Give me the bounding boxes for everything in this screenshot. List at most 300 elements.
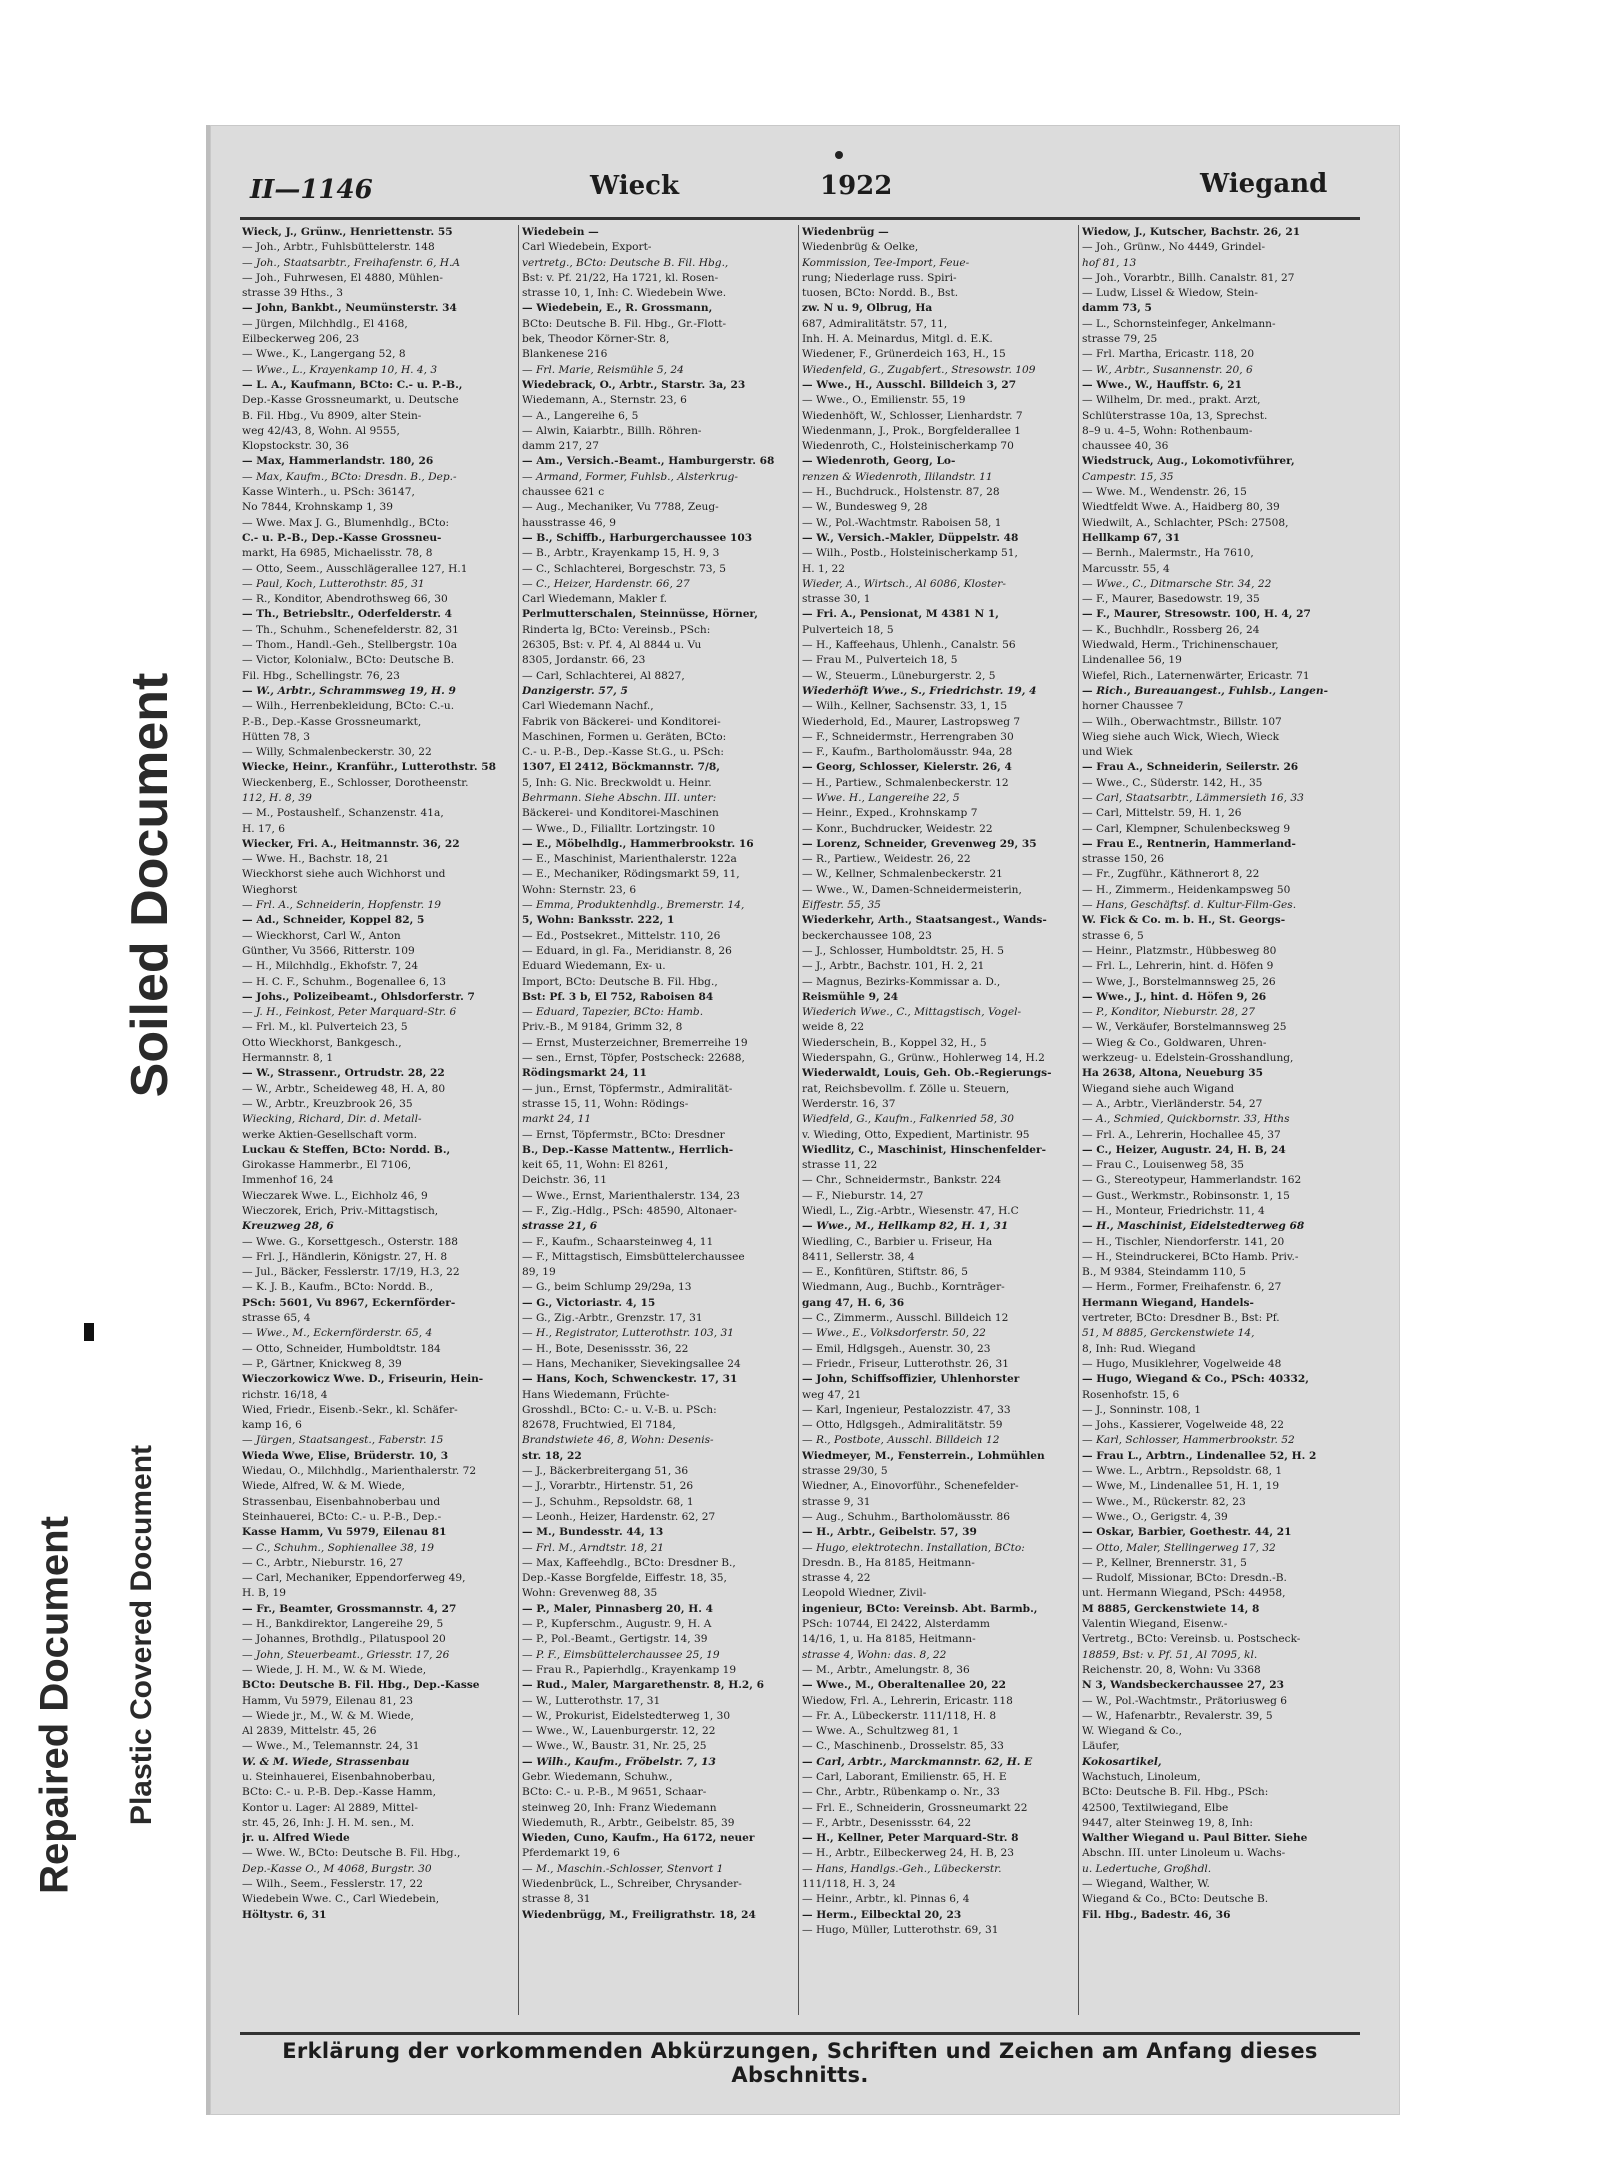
directory-entry-line: Wiedling, C., Barbier u. Friseur, Ha <box>802 1235 993 1248</box>
directory-entry-line: — Wiedebein, E., R. Grossmann, <box>522 302 713 315</box>
directory-entry-line: Strassenbau, Eisenbahnoberbau und <box>242 1495 441 1508</box>
directory-entry-line: — R., Postbote, Ausschl. Billdeich 12 <box>802 1434 1000 1447</box>
directory-entry-line: — Wwe., W., Damen-Schneidermeisterin, <box>802 883 1022 896</box>
directory-entry-line: — E., Mechaniker, Rödingsmarkt 59, 11, <box>522 868 740 881</box>
directory-entry-line: — W., Strassenr., Ortrudstr. 28, 22 <box>242 1067 445 1080</box>
directory-entry-line: — Carl, Mechaniker, Eppendorferweg 49, <box>242 1572 466 1585</box>
directory-entry-line: keit 65, 11, Wohn: El 8261, <box>522 1159 669 1172</box>
directory-entry-line: — H., Milchhdlg., Ekhofstr. 7, 24 <box>242 960 419 973</box>
directory-entry-line: PSch: 10744, El 2422, Alsterdamm <box>802 1618 990 1631</box>
directory-entry-line: 82678, Fruchtwied, El 7184, <box>522 1419 676 1432</box>
directory-entry-line: — Wwe., O., Emilienstr. 55, 19 <box>802 394 966 407</box>
directory-entry-line: 5, Inh: G. Nic. Breckwoldt u. Heinr. <box>522 776 712 789</box>
directory-entry-line: Carl Wiedebein, Export- <box>522 241 652 254</box>
directory-entry-line: — Wwe., C., Süderstr. 142, H., 35 <box>1082 776 1263 789</box>
directory-entry-line: Läufer, <box>1082 1740 1120 1753</box>
directory-entry-line: — Frau L., Arbtrn., Lindenallee 52, H. 2 <box>1082 1449 1317 1462</box>
directory-entry-line: — E., Möbelhdlg., Hammerbrookstr. 16 <box>522 837 754 850</box>
directory-entry-line: — Jul., Bäcker, Fesslerstr. 17/19, H.3, 22 <box>242 1266 460 1279</box>
directory-entry-line: chaussee 40, 36 <box>1082 440 1169 453</box>
directory-entry-line: — H., Kellner, Peter Marquard-Str. 8 <box>802 1832 1019 1845</box>
punch-dot <box>835 151 843 159</box>
directory-entry-line: Wiedenhöft, W., Schlosser, Lienhardstr. 7 <box>802 409 1023 422</box>
directory-entry-line: Hermann Wiegand, Handels- <box>1082 1296 1254 1309</box>
directory-entry-line: — Fri. A., Pensionat, M 4381 N 1, <box>802 608 999 621</box>
directory-entry-line: — W., Verkäufer, Borstelmannsweg 25 <box>1082 1021 1287 1034</box>
directory-entry-line: BCto: Deutsche B. Fil. Hbg., PSch: <box>1082 1786 1269 1799</box>
directory-entry-line: — Fr., Zugführ., Käthnerort 8, 22 <box>1082 868 1260 881</box>
directory-entry-line: Bäckerei- und Konditorei-Maschinen <box>522 807 719 820</box>
directory-entry-line: — John, Bankbt., Neumünsterstr. 34 <box>242 302 457 315</box>
plastic-covered-document-label: Plastic Covered Document <box>125 1444 158 1826</box>
directory-entry-line: — Wilh., Oberwachtmstr., Billstr. 107 <box>1082 715 1282 728</box>
directory-entry-line: — J., Bäckerbreitergang 51, 36 <box>522 1465 689 1478</box>
directory-entry-line: — Frl. Martha, Ericastr. 118, 20 <box>1082 348 1255 361</box>
directory-entry-line: Wieckhorst siehe auch Wichhorst und <box>242 868 446 881</box>
directory-entry-line: — K. J. B., Kaufm., BCto: Nordd. B., <box>242 1281 433 1294</box>
directory-entry-line: Brandstwiete 46, 8, Wohn: Desenis- <box>522 1434 714 1447</box>
directory-entry-line: Bst: Pf. 3 b, El 752, Raboisen 84 <box>522 990 714 1003</box>
directory-entry-line: Wiederkehr, Arth., Staatsangest., Wands- <box>802 914 1047 927</box>
directory-entry-line: Carl Wiedemann Nachf., <box>522 700 654 713</box>
directory-entry-line: — Frau M., Pulverteich 18, 5 <box>802 654 958 667</box>
directory-entry-line: — P., Gärtner, Knickweg 8, 39 <box>242 1357 402 1370</box>
directory-entry-line: — Wwe., C., Ditmarsche Str. 34, 22 <box>1082 577 1272 590</box>
directory-entry-line: — J., Schuhm., Repsoldstr. 68, 1 <box>522 1495 694 1508</box>
directory-entry-line: — W., Bundesweg 9, 28 <box>802 501 928 514</box>
directory-entry-line: beckerchaussee 108, 23 <box>802 929 932 942</box>
directory-entry-line: — Carl, Staatsarbtr., Lämmersieth 16, 33 <box>1082 791 1304 804</box>
directory-entry-line: — Frau E., Rentnerin, Hammerland- <box>1082 837 1296 850</box>
column-2 <box>522 225 796 2025</box>
directory-entry-line: — Frau C., Louisenweg 58, 35 <box>1082 1159 1245 1172</box>
directory-entry-line: weg 47, 21 <box>802 1388 862 1401</box>
directory-entry-line: Wieck, J., Grünw., Henriettenstr. 55 <box>242 226 453 238</box>
directory-entry-line: Reichenstr. 20, 8, Wohn: Vu 3368 <box>1082 1663 1261 1676</box>
directory-entry-line: Wieczorkowicz Wwe. D., Friseurin, Hein- <box>242 1373 484 1386</box>
directory-entry-line: Dep.-Kasse Borgfelde, Eiffestr. 18, 35, <box>522 1572 727 1585</box>
directory-entry-line: — Carl, Arbtr., Marckmannstr. 62, H. E <box>802 1755 1033 1768</box>
directory-entry-line: — C., Maschinenb., Drosselstr. 85, 33 <box>802 1740 1004 1753</box>
column-4 <box>1082 225 1356 2025</box>
directory-entry-line: — H., Arbtr., Geibelstr. 57, 39 <box>802 1526 977 1539</box>
directory-entry-line: — Wwe. A., Schultzweg 81, 1 <box>802 1725 960 1738</box>
directory-entry-line: — Eduard, Tapezier, BCto: Hamb. <box>522 1006 704 1019</box>
directory-entry-line: — Wwe., M., Rückerstr. 82, 23 <box>1082 1495 1246 1508</box>
directory-entry-line: — R., Partiew., Weidestr. 26, 22 <box>802 853 971 866</box>
directory-entry-line: — Carl, Mittelstr. 59, H. 1, 26 <box>1082 807 1242 820</box>
directory-entry-line: Perlmutterschalen, Steinnüsse, Hörner, <box>522 608 758 621</box>
directory-entry-line: P.-B., Dep.-Kasse Grossneumarkt, <box>242 715 422 728</box>
directory-entry-line: — Herm., Former, Freihafenstr. 6, 27 <box>1082 1281 1282 1294</box>
directory-entry-line: — H., Monteur, Friedrichstr. 11, 4 <box>1082 1205 1265 1217</box>
directory-entry-line: strasse 4, Wohn: das. 8, 22 <box>802 1648 947 1661</box>
directory-entry-line: — Wilh., Herrenbekleidung, BCto: C.-u. <box>242 700 455 713</box>
directory-entry-line: — Ad., Schneider, Koppel 82, 5 <box>242 914 425 927</box>
directory-entry-line: — P. F., Eimsbüttelerchaussee 25, 19 <box>522 1648 720 1661</box>
directory-entry-line: — Jürgen, Staatsangest., Faberstr. 15 <box>242 1434 444 1447</box>
directory-entry-line: — Wwe., M., Eckernförderstr. 65, 4 <box>242 1327 433 1340</box>
directory-entry-line: — Rud., Maler, Margarethenstr. 8, H.2, 6 <box>522 1679 765 1692</box>
directory-entry-line: Wiedmeyer, M., Fensterrein., Lohmühlen <box>802 1449 1045 1462</box>
directory-entry-line: Grosshdl., BCto: C.- u. V.-B. u. PSch: <box>522 1403 717 1416</box>
directory-entry-line: Behrmann. Siehe Abschn. III. unter: <box>522 791 717 804</box>
directory-entry-line: — W., Prokurist, Eidelstedterweg 1, 30 <box>522 1709 731 1722</box>
directory-entry-line: — Wiedenroth, Georg, Lo- <box>802 455 956 468</box>
directory-entry-line: — Frau R., Papierhdlg., Krayenkamp 19 <box>522 1663 737 1676</box>
directory-entry-line: — P., Konditor, Nieburstr. 28, 27 <box>1082 1006 1255 1019</box>
directory-entry-line: Wiedau, O., Milchhdlg., Marienthalerstr. 72 <box>242 1465 477 1478</box>
directory-entry-line: — B., Arbtr., Krayenkamp 15, H. 9, 3 <box>522 547 720 560</box>
directory-entry-line: — Wwe., O., Gerigstr. 4, 39 <box>1082 1510 1228 1523</box>
directory-entry-line: str. 18, 22 <box>522 1449 582 1462</box>
directory-entry-line: — Wilh., Kellner, Sachsenstr. 33, 1, 15 <box>802 700 1008 713</box>
directory-entry-line: 42500, Textilwiegand, Elbe <box>1082 1801 1229 1814</box>
directory-entry-line: — P., Maler, Pinnasberg 20, H. 4 <box>522 1602 714 1615</box>
directory-entry-line: Maschinen, Formen u. Geräten, BCto: <box>522 730 727 743</box>
directory-entry-line: Pferdemarkt 19, 6 <box>522 1847 620 1860</box>
directory-entry-line: — M., Bundesstr. 44, 13 <box>522 1526 664 1539</box>
directory-entry-line: — Frl. A., Lehrerin, Hochallee 45, 37 <box>1082 1128 1281 1141</box>
directory-entry-line: — G., Stereotypeur, Hammerlandstr. 162 <box>1082 1174 1302 1187</box>
header-rule <box>240 217 1360 220</box>
directory-entry-line: strasse 30, 1 <box>802 593 871 606</box>
directory-entry-line: richstr. 16/18, 4 <box>242 1388 328 1401</box>
directory-entry-line: — J., Vorarbtr., Hirtenstr. 51, 26 <box>522 1480 694 1493</box>
directory-entry-line: Otto Wieckhorst, Bankgesch., <box>242 1036 402 1049</box>
directory-entry-line: Wiedwald, Herm., Trichinenschauer, <box>1082 639 1279 652</box>
directory-entry-line: — L., Schornsteinfeger, Ankelmann- <box>1082 317 1276 330</box>
directory-entry-line: strasse 21, 6 <box>522 1220 598 1233</box>
directory-entry-line: — Wwe, J., Borstelmannsweg 25, 26 <box>1082 975 1276 988</box>
directory-entry-line: Rinderta lg, BCto: Vereinsb., PSch: <box>522 623 711 636</box>
directory-entry-line: Wiedwilt, A., Schlachter, PSch: 27508, <box>1082 516 1289 529</box>
directory-entry-line: — Wwe., M., Hellkamp 82, H. 1, 31 <box>802 1220 1009 1233</box>
directory-entry-line: Hütten 78, 3 <box>242 730 310 743</box>
directory-entry-line: Wiedenroth, C., Holsteinischerkamp 70 <box>802 440 1014 453</box>
directory-entry-line: — Wwe. W., BCto: Deutsche B. Fil. Hbg., <box>242 1847 461 1860</box>
directory-entry-line: — J. H., Feinkost, Peter Marquard-Str. 6 <box>242 1006 457 1019</box>
directory-entry-line: strasse 4, 22 <box>802 1572 871 1585</box>
directory-entry-line: Wieden, Cuno, Kaufm., Ha 6172, neuer <box>522 1832 755 1845</box>
directory-entry-line: — Rudolf, Missionar, BCto: Dresdn.-B. <box>1082 1572 1287 1585</box>
directory-entry-line: Hellkamp 67, 31 <box>1082 531 1181 544</box>
directory-entry-line: Pulverteich 18, 5 <box>802 623 894 636</box>
directory-entry-line: ingenieur, BCto: Vereinsb. Abt. Barmb., <box>802 1602 1038 1615</box>
directory-entry-line: — Wwe., H., Ausschl. Billdeich 3, 27 <box>802 378 1017 391</box>
directory-entry-line: Vertretg., BCto: Vereinsb. u. Postscheck- <box>1082 1633 1301 1646</box>
directory-entry-line: H. B, 19 <box>242 1587 286 1600</box>
directory-entry-line: 1307, El 2412, Böckmannstr. 7/8, <box>522 761 720 774</box>
directory-entry-line: — H., Steindruckerei, BCto Hamb. Priv.- <box>1082 1250 1299 1263</box>
directory-entry-line: — Oskar, Barbier, Goethestr. 44, 21 <box>1082 1526 1292 1539</box>
directory-entry-line: Wiedenbrüg & Oelke, <box>802 241 919 254</box>
directory-entry-line: unt. Hermann Wiegand, PSch: 44958, <box>1082 1587 1286 1600</box>
directory-entry-line: — F., Kaufm., Schaarsteinweg 4, 11 <box>522 1235 714 1248</box>
directory-entry-line: Danzigerstr. 57, 5 <box>522 684 628 697</box>
directory-entry-line: strasse 65, 4 <box>242 1312 311 1325</box>
directory-entry-line: Gebr. Wiedemann, Schuhw., <box>522 1770 673 1783</box>
directory-entry-line: strasse 15, 11, Wohn: Rödings- <box>522 1097 689 1110</box>
directory-entry-line: — H., Registrator, Lutterothstr. 103, 31 <box>522 1327 734 1340</box>
directory-entry-line: PSch: 5601, Vu 8967, Eckernförder- <box>242 1296 456 1309</box>
directory-entry-line: Wiederhöft Wwe., S., Friedrichstr. 19, 4 <box>802 684 1037 697</box>
directory-entry-line: Wiedtfeldt Wwe. A., Haidberg 80, 39 <box>1082 501 1280 514</box>
directory-entry-line: Eilbeckerweg 206, 23 <box>242 333 360 346</box>
directory-entry-line: 687, Admiralitätstr. 57, 11, <box>802 317 948 330</box>
directory-entry-line: — Wwe. H., Langereihe 22, 5 <box>802 791 960 804</box>
directory-entry-line: M 8885, Gerckenstwiete 14, 8 <box>1082 1602 1260 1615</box>
directory-entry-line: — Hans, Koch, Schwenckestr. 17, 31 <box>522 1373 738 1386</box>
directory-entry-line: — H., Zimmerm., Heidenkampsweg 50 <box>1082 883 1291 896</box>
directory-entry-line: — E., Maschinist, Marienthalerstr. 122a <box>522 853 737 866</box>
directory-entry-line: B., M 9384, Steindamm 110, 5 <box>1082 1266 1247 1279</box>
directory-entry-line: kamp 16, 6 <box>242 1419 302 1432</box>
directory-entry-line: 89, 19 <box>522 1266 556 1279</box>
directory-entry-line: — Wwe., E., Volksdorferstr. 50, 22 <box>802 1327 986 1340</box>
directory-entry-line: — Hugo, elektrotechn. Installation, BCto: <box>802 1541 1025 1554</box>
margin-tick <box>84 1323 94 1341</box>
directory-entry-line: — C., Heizer, Hardenstr. 66, 27 <box>522 577 690 590</box>
directory-entry-line: No 7844, Krohnskamp 1, 39 <box>242 501 394 514</box>
directory-entry-line: — F., Zig.-Hdlg., PSch: 48590, Altonaer- <box>522 1205 737 1217</box>
directory-entry-line: Valentin Wiegand, Eisenw.- <box>1082 1618 1228 1631</box>
directory-entry-line: Bst: v. Pf. 21/22, Ha 1721, kl. Rosen- <box>522 271 719 284</box>
directory-entry-line: Kommission, Tee-Import, Feue- <box>802 256 970 269</box>
directory-entry-line: — Wilh., Seem., Fesslerstr. 17, 22 <box>242 1878 423 1891</box>
directory-entry-line: — Otto, Schneider, Humboldtstr. 184 <box>242 1342 441 1355</box>
directory-entry-line: Kreuzweg 28, 6 <box>242 1220 334 1233</box>
directory-entry-line: — H., Buchdruck., Holstenstr. 87, 28 <box>802 486 1000 499</box>
directory-entry-line: B. Fil. Hbg., Vu 8909, alter Stein- <box>242 409 422 422</box>
directory-entry-line: — Chr., Arbtr., Rübenkamp o. Nr., 33 <box>802 1786 1000 1799</box>
directory-entry-line: Dep.-Kasse Grossneumarkt, u. Deutsche <box>242 394 459 407</box>
directory-entry-line: bek, Theodor Körner-Str. 8, <box>522 333 670 346</box>
directory-entry-line: — A., Langereihe 6, 5 <box>522 409 639 422</box>
directory-entry-line: strasse 29/30, 5 <box>802 1465 888 1478</box>
directory-entry-line: — G., Victoriastr. 4, 15 <box>522 1296 656 1309</box>
footer-rule <box>240 2032 1360 2035</box>
directory-entry-line: Dep.-Kasse O., M 4068, Burgstr. 30 <box>242 1862 432 1875</box>
directory-entry-line: — Frl. M., kl. Pulverteich 23, 5 <box>242 1021 408 1034</box>
directory-entry-line: — W., Versich.-Makler, Düppelstr. 48 <box>802 531 1019 544</box>
directory-entry-line: Wiede, Alfred, W. & M. Wiede, <box>242 1480 405 1493</box>
directory-entry-line: 14/16, 1, u. Ha 8185, Heitmann- <box>802 1633 976 1646</box>
directory-entry-line: Wiecking, Richard, Dir. d. Metall- <box>242 1113 422 1126</box>
directory-entry-line: Rödingsmarkt 24, 11 <box>522 1067 647 1080</box>
directory-entry-line: — Eduard, in gl. Fa., Meridianstr. 8, 26 <box>522 944 732 957</box>
directory-entry-line: weide 8, 22 <box>802 1021 865 1034</box>
directory-entry-line: Kokosartikel, <box>1082 1755 1162 1768</box>
directory-entry-line: Wiedemann, A., Sternstr. 23, 6 <box>522 394 687 407</box>
directory-entry-line: — Wwe. G., Korsettgesch., Osterstr. 188 <box>242 1235 459 1248</box>
directory-entry-line: — Heinr., Exped., Krohnskamp 7 <box>802 807 978 820</box>
directory-entry-line: — C., Arbtr., Nieburstr. 16, 27 <box>242 1556 404 1569</box>
directory-entry-line: Wohn: Grevenweg 88, 35 <box>522 1587 658 1600</box>
directory-entry-line: — Wwe. M., Wendenstr. 26, 15 <box>1082 486 1247 499</box>
directory-entry-line: — Wwe. H., Bachstr. 18, 21 <box>242 853 390 866</box>
directory-entry-line: Wieczorek, Erich, Priv.-Mittagstisch, <box>242 1205 439 1217</box>
directory-entry-line: — Wilh., Kaufm., Fröbelstr. 7, 13 <box>522 1755 716 1768</box>
directory-entry-line: Wieder, A., Wirtsch., Al 6086, Kloster- <box>802 577 1006 590</box>
directory-entry-line: 51, M 8885, Gerckenstwiete 14, <box>1082 1327 1255 1340</box>
directory-entry-line: — H., Tischler, Niendorferstr. 141, 20 <box>1082 1235 1285 1248</box>
directory-entry-line: — Georg, Schlosser, Kielerstr. 26, 4 <box>802 761 1012 774</box>
directory-entry-line: Werderstr. 16, 37 <box>802 1097 896 1110</box>
directory-entry-line: Campestr. 15, 35 <box>1082 470 1174 483</box>
soiled-document-label: Soiled Document <box>121 672 179 1098</box>
directory-entry-line: H. 17, 6 <box>242 822 285 835</box>
directory-entry-line: Höltystr. 6, 31 <box>242 1908 327 1921</box>
directory-entry-line: — W., Steuerm., Lüneburgerstr. 2, 5 <box>802 669 996 682</box>
directory-entry-line: Wieg siehe auch Wick, Wiech, Wieck <box>1082 730 1280 743</box>
directory-entry-line: — W., Arbtr., Kreuzbrook 26, 35 <box>242 1097 413 1110</box>
directory-entry-line: Wied, Friedr., Eisenb.-Sekr., kl. Schäfer- <box>242 1403 458 1416</box>
directory-entry-line: Lindenallee 56, 19 <box>1082 654 1182 667</box>
directory-entry-line: markt, Ha 6985, Michaelisstr. 78, 8 <box>242 547 433 560</box>
directory-entry-line: W. Fick & Co. m. b. H., St. Georgs- <box>1082 914 1286 927</box>
directory-entry-line: jr. u. Alfred Wiede <box>242 1832 350 1845</box>
directory-entry-line: — Jürgen, Milchhdlg., El 4168, <box>242 317 408 330</box>
directory-entry-line: hof 81, 13 <box>1082 256 1137 269</box>
directory-entry-line: — Wwe, M., Lindenallee 51, H. 1, 19 <box>1082 1480 1280 1493</box>
directory-entry-line: — C., Schuhm., Sophienallee 38, 19 <box>242 1541 435 1554</box>
directory-entry-line: — R., Konditor, Abendrothsweg 66, 30 <box>242 593 448 606</box>
directory-entry-line: H. 1, 22 <box>802 562 845 575</box>
directory-entry-line: — Ernst, Töpfermstr., BCto: Dresdner <box>522 1128 725 1141</box>
directory-entry-line: — Heinr., Arbtr., kl. Pinnas 6, 4 <box>802 1893 970 1906</box>
directory-entry-line: tuosen, BCto: Nordd. B., Bst. <box>802 287 959 300</box>
directory-entry-line: — Wwe. L., Arbtrn., Repsoldstr. 68, 1 <box>1082 1465 1283 1478</box>
directory-entry-line: — C., Heizer, Augustr. 24, H. B, 24 <box>1082 1143 1286 1156</box>
directory-entry-line: Wiedmann, Aug., Buchb., Korntrāger- <box>802 1281 1005 1294</box>
directory-entry-line: Wiedenbrügg, M., Freiligrathstr. 18, 24 <box>522 1908 756 1921</box>
directory-entry-line: BCto: Deutsche B. Fil. Hbg., Dep.-Kasse <box>242 1679 480 1692</box>
directory-entry-line: Leopold Wiedner, Zivil- <box>802 1587 927 1600</box>
directory-entry-line: — W., Pol.-Wachtmstr. Raboisen 58, 1 <box>802 516 1002 529</box>
directory-entry-line: Hermannstr. 8, 1 <box>242 1052 334 1065</box>
directory-entry-line: — Hans, Handlgs.-Geh., Lübeckerstr. <box>802 1862 1002 1875</box>
directory-entry-line: werkzeug- u. Edelstein-Grosshandlung, <box>1082 1052 1294 1065</box>
directory-entry-line: Wiefel, Rich., Laternenwärter, Ericastr. 71 <box>1082 669 1310 682</box>
directory-entry-line: — Am., Versich.-Beamt., Hamburgerstr. 68 <box>522 455 775 468</box>
directory-entry-line: — M., Maschin.-Schlosser, Stenvort 1 <box>522 1862 724 1875</box>
directory-entry-line: gang 47, H. 6, 36 <box>802 1296 905 1309</box>
directory-entry-line: Ha 2638, Altona, Neueburg 35 <box>1082 1067 1263 1080</box>
directory-entry-line: — E., Konfitüren, Stiftstr. 86, 5 <box>802 1266 969 1279</box>
directory-entry-line: — Ernst, Musterzeichner, Bremerreihe 19 <box>522 1036 748 1049</box>
directory-entry-line: 8305, Jordanstr. 66, 23 <box>522 654 646 667</box>
directory-entry-line: — H. C. F., Schuhm., Bogenallee 6, 13 <box>242 975 446 988</box>
directory-entry-line: Wiedlitz, C., Maschinist, Hinschenfelder- <box>802 1143 1046 1156</box>
scanned-directory-page <box>206 125 1400 2115</box>
directory-entry-line: — Wwe., L., Krayenkamp 10, H. 4, 3 <box>242 363 438 376</box>
directory-entry-line: — Wwe., D., Filialltr. Lortzingstr. 10 <box>522 822 716 835</box>
directory-entry-line: Eiffestr. 55, 35 <box>802 899 881 912</box>
directory-entry-line: Marcusstr. 55, 4 <box>1082 562 1170 575</box>
directory-entry-line: — W., Lutterothstr. 17, 31 <box>522 1694 661 1707</box>
directory-entry-line: — Joh., Vorarbtr., Billh. Canalstr. 81, 27 <box>1082 271 1295 284</box>
directory-entry-line: — F., Maurer, Basedowstr. 19, 35 <box>1082 593 1260 606</box>
directory-entry-line: — Fr. A., Lübeckerstr. 111/118, H. 8 <box>802 1709 997 1722</box>
directory-entry-line: — Ed., Postsekret., Mittelstr. 110, 26 <box>522 929 721 942</box>
directory-entry-line: — Joh., Arbtr., Fuhlsbüttelerstr. 148 <box>242 241 435 254</box>
directory-entry-line: — jun., Ernst, Töpfermstr., Admiralität- <box>522 1082 733 1095</box>
directory-entry-line: — Wiede, J. H. M., W. & M. Wiede, <box>242 1663 427 1676</box>
directory-entry-line: — Hugo, Wiegand & Co., PSch: 40332, <box>1082 1373 1309 1386</box>
column-1 <box>242 225 516 2025</box>
directory-entry-line: — Johannes, Brothdlg., Pilatuspool 20 <box>242 1633 446 1646</box>
directory-entry-line: Wiederwaldt, Louis, Geh. Ob.-Regierungs- <box>802 1067 1052 1080</box>
directory-entry-line: — A., Arbtr., Vierländerstr. 54, 27 <box>1082 1097 1263 1110</box>
directory-entry-line: 8, Inh: Rud. Wiegand <box>1082 1342 1196 1355</box>
directory-entry-line: — F., Nieburstr. 14, 27 <box>802 1189 924 1202</box>
directory-entry-line: — Otto, Seem., Ausschlägerallee 127, H.1 <box>242 562 468 575</box>
directory-entry-line: strasse 79, 25 <box>1082 333 1158 346</box>
directory-entry-line: — Leonh., Heizer, Hardenstr. 62, 27 <box>522 1510 716 1523</box>
directory-entry-line: Fabrik von Bäckerei- und Konditorei- <box>522 715 721 728</box>
directory-entry-line: Wiegand & Co., BCto: Deutsche B. <box>1082 1893 1269 1906</box>
directory-entry-line: Al 2839, Mittelstr. 45, 26 <box>242 1725 377 1738</box>
directory-entry-line: Abschn. III. unter Linoleum u. Wachs- <box>1082 1847 1286 1860</box>
directory-entry-line: strasse 39 Hths., 3 <box>242 287 344 300</box>
directory-entry-line: — L. A., Kaufmann, BCto: C.- u. P.-B., <box>242 378 463 391</box>
directory-entry-line: und Wiek <box>1082 746 1133 759</box>
directory-entry-line: — Joh., Staatsarbtr., Freihafenstr. 6, H.A <box>242 256 461 269</box>
directory-entry-line: Import, BCto: Deutsche B. Fil. Hbg., <box>522 975 718 988</box>
directory-entry-line: Klopstockstr. 30, 36 <box>242 440 349 453</box>
directory-entry-line: — Th., Schuhm., Schenefelderstr. 82, 31 <box>242 623 459 636</box>
directory-entry-line: Wieczarek Wwe. L., Eichholz 46, 9 <box>242 1189 428 1202</box>
directory-entry-line: Steinhauerei, BCto: C.- u. P.-B., Dep.- <box>242 1510 442 1523</box>
directory-entry-line: — Wwe., Ernst, Marienthalerstr. 134, 23 <box>522 1189 740 1202</box>
directory-entry-line: rat, Reichsbevollm. f. Zölle u. Steuern, <box>802 1082 1010 1095</box>
directory-entry-line: rung; Niederlage russ. Spiri- <box>802 271 957 284</box>
directory-entry-line: Wiecke, Heinr., Kranführ., Lutterothstr. 58 <box>242 761 497 774</box>
directory-entry-line: renzen & Wiedenroth, Ililandstr. 11 <box>802 470 993 483</box>
directory-entry-line: Wiedebein Wwe. C., Carl Wiedebein, <box>242 1893 440 1906</box>
directory-entry-line: — F., Schneidermstr., Herrengraben 30 <box>802 730 1014 743</box>
directory-entry-line: strasse 150, 26 <box>1082 853 1165 866</box>
directory-entry-line: Wiedl, L., Zig.-Arbtr., Wiesenstr. 47, H.C <box>802 1205 1019 1217</box>
directory-entry-line: — C., Schlachterei, Borgeschstr. 73, 5 <box>522 562 727 575</box>
directory-entry-line: vertretg., BCto: Deutsche B. Fil. Hbg., <box>522 256 729 269</box>
directory-entry-line: 112, H. 8, 39 <box>242 791 312 804</box>
directory-entry-line: Wiedstruck, Aug., Lokomotivführer, <box>1082 455 1295 468</box>
directory-entry-line: — Frau A., Schneiderin, Seilerstr. 26 <box>1082 761 1299 774</box>
directory-entry-line: — Bernh., Malermstr., Ha 7610, <box>1082 547 1254 560</box>
directory-entry-line: Wiedenbrüg — <box>802 226 889 238</box>
directory-entry-line: hausstrasse 46, 9 <box>522 516 616 529</box>
directory-entry-line: — Karl, Schlosser, Hammerbrookstr. 52 <box>1082 1434 1295 1447</box>
directory-entry-line: Hans Wiedemann, Früchte- <box>522 1388 670 1401</box>
directory-entry-line: — Wwe., J., hint. d. Höfen 9, 26 <box>1082 990 1267 1003</box>
directory-entry-line: — Wwe., M., Telemannstr. 24, 31 <box>242 1740 420 1753</box>
directory-entry-line: — H., Partiew., Schmalenbeckerstr. 12 <box>802 776 1009 789</box>
directory-entry-line: — Konr., Buchdrucker, Weidestr. 22 <box>802 822 993 835</box>
directory-entry-line: Schlüterstrasse 10a, 13, Sprechst. <box>1082 409 1268 422</box>
directory-entry-line: — Hans, Mechaniker, Sievekingsallee 24 <box>522 1357 741 1370</box>
directory-entry-line: Girokasse Hammerbr., El 7106, <box>242 1159 412 1172</box>
directory-entry-line: — Lorenz, Schneider, Grevenweg 29, 35 <box>802 837 1037 850</box>
directory-entry-line: — Otto, Maler, Stellingerweg 17, 32 <box>1082 1541 1276 1554</box>
directory-entry-line: BCto: C.- u. P.-B. Dep.-Kasse Hamm, <box>242 1786 436 1799</box>
directory-entry-line: — Aug., Schuhm., Bartholomäusstr. 86 <box>802 1510 1010 1523</box>
directory-entry-line: — Wwe. Max J. G., Blumenhdlg., BCto: <box>242 516 450 529</box>
repaired-document-label: Repaired Document <box>32 1516 77 1894</box>
directory-entry-line: Wiederhold, Ed., Maurer, Lastropsweg 7 <box>802 715 1021 728</box>
directory-entry-line: — H., Kaffeehaus, Uhlenh., Canalstr. 56 <box>802 639 1016 652</box>
